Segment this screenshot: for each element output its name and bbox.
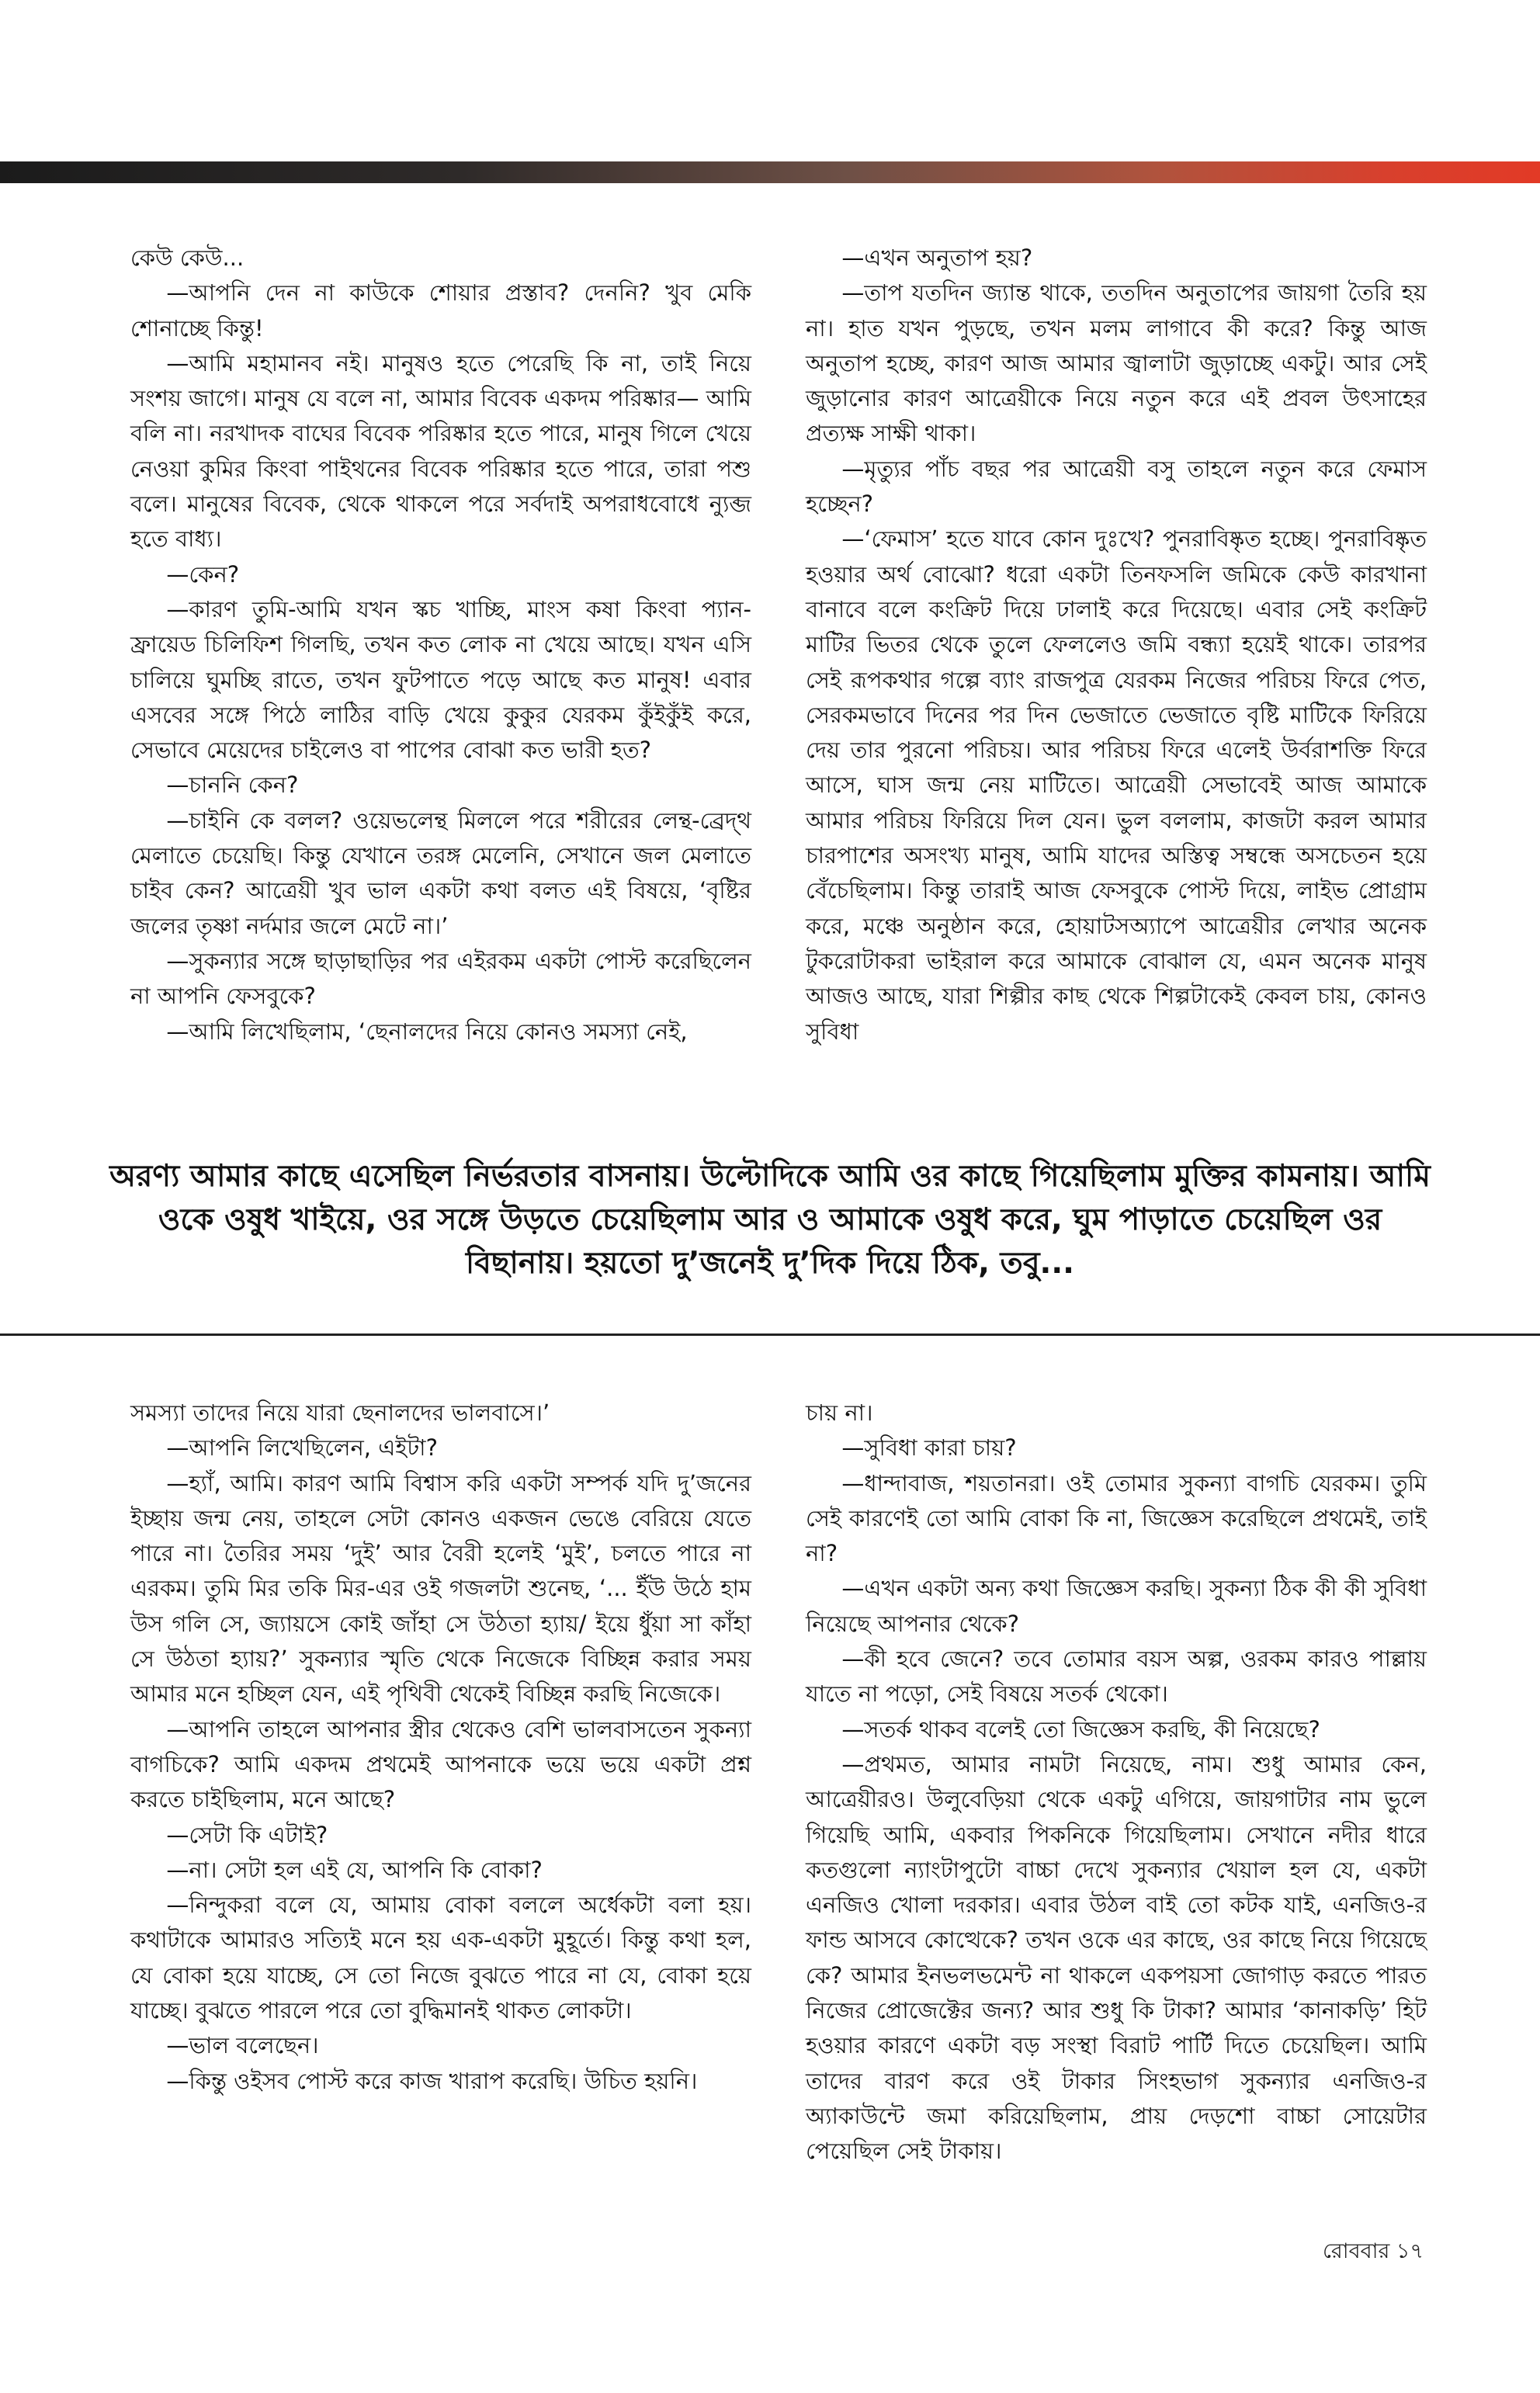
paragraph: —চাননি কেন?: [166, 772, 299, 799]
paragraph: চায় না।: [806, 1399, 873, 1426]
paragraph: —কারণ তুমি-আমি যখন স্কচ খাচ্ছি, মাংস কষা কিংবা প্যান-ফ্রায়েড চিলিফিশ গিলছি, তখন কত লোক না খেয়ে আছে। যখন এসি চালিয়ে ঘুমচ্ছি রাতে, তখন ফুটপাতে পড়ে আছে কত মানুষ! এবার এসবের সঙ্গে পিঠে লাঠির বাড়ি খেয়ে কুকুর যেরকম কুঁইকুঁই করে, সেভাবে মেয়েদের চাইলেও বা পাপের বোঝা কত ভারী হত?: [130, 595, 751, 764]
column-1-top-left: [130, 241, 751, 1049]
paragraph: —চাইনি কে বলল? ওয়েভলেন্থ মিললে পরে শরীরের লেন্থ-ব্রেদ্থ মেলাতে চেয়েছি। কিন্তু যেখানে তরঙ্গ মেলেনি, সেখানে জল মেলাতে চাইব কেন? আত্রেয়ী খুব ভাল একটা কথা বলত এই বিষয়ে, ‘বৃষ্টির জলের তৃষ্ণা নর্দমার জলে মেটে না।’: [130, 806, 751, 939]
paragraph: —সেটা কি এটাই?: [166, 1821, 328, 1848]
paragraph: —সুকন্যার সঙ্গে ছাড়াছাড়ির পর এইরকম একটা পোস্ট করেছিলেন না আপনি ফেসবুকে?: [130, 947, 751, 1010]
column-2-top-right: [806, 241, 1427, 1049]
header-color-bar: [0, 161, 1540, 183]
paragraph: সমস্যা তাদের নিয়ে যারা ছেনালদের ভালবাসে।’: [130, 1399, 550, 1426]
paragraph: —তাপ যতদিন জ্যান্ত থাকে, ততদিন অনুতাপের জায়গা তৈরি হয় না। হাত যখন পুড়ছে, তখন মলম লাগাবে কী করে? কিন্তু আজ অনুতাপ হচ্ছে, কারণ আজ আমার জ্বালাটা জুড়াচ্ছে একটু। আর সেই জুড়ানোর কারণ আত্রেয়ীকে নিয়ে নতুন করে এই প্রবল উৎসাহের প্রত্যক্ষ সাক্ষী থাকা।: [806, 279, 1427, 447]
column-4-bottom-right: [806, 1396, 1427, 2169]
paragraph: —আপনি তাহলে আপনার স্ত্রীর থেকেও বেশি ভালবাসতেন সুকন্যা বাগচিকে? আমি একদম প্রথমেই আপনাকে ভয়ে ভয়ে একটা প্রশ্ন করতে চাইছিলাম, মনে আছে?: [130, 1715, 751, 1813]
paragraph: —কিন্তু ওইসব পোস্ট করে কাজ খারাপ করেছি। উচিত হয়নি।: [166, 2067, 698, 2094]
paragraph: —এখন অনুতাপ হয়?: [841, 245, 1033, 271]
paragraph: —মৃত্যুর পাঁচ বছর পর আত্রেয়ী বসু তাহলে নতুন করে ফেমাস হচ্ছেন?: [806, 455, 1427, 518]
paragraph: —সতর্ক থাকব বলেই তো জিজ্ঞেস করছি, কী নিয়েছে?: [841, 1715, 1320, 1743]
paragraph: —প্রথমত, আমার নামটা নিয়েছে, নাম। শুধু আমার কেন, আত্রেয়ীরও। উলুবেড়িয়া থেকে একটু এগিয়ে, জায়গাটার নাম ভুলে গিয়েছি আমি, একবার পিকনিকে গিয়েছিলাম। সেখানে নদীর ধারে কতগুলো ন্যাংটাপুটো বাচ্চা দেখে সুকন্যার খেয়াল হল যে, একটা এনজিও খোলা দরকার। এবার উঠল বাই তো কটক যাই, এনজিও-র ফান্ড আসবে কোত্থেকে? তখন ওকে এর কাছে, ওর কাছে নিয়ে গিয়েছে কে? আমার ইনভলভমেন্ট না থাকলে একপয়সা জোগাড় করতে পারত নিজের প্রোজেক্টের জন্য? আর শুধু কি টাকা? আমার ‘কানাকড়ি’ হিট হওয়ার কারণে একটা বড় সংস্থা বিরাট পার্টি দিতে চেয়েছিল। আমি তাদের বারণ করে ওই টাকার সিংহভাগ সুকন্যার এনজিও-র অ্যাকাউন্টে জমা করিয়েছিলাম, প্রায় দেড়শো বাচ্চা সোয়েটার পেয়েছিল সেই টাকায়।: [806, 1750, 1427, 2165]
paragraph: —আপনি দেন না কাউকে শোয়ার প্রস্তাব? দেননি? খুব মেকি শোনাচ্ছে কিন্তু!: [130, 279, 751, 342]
paragraph: —আপনি লিখেছিলেন, এইটা?: [166, 1434, 438, 1462]
paragraph: —সুবিধা কারা চায়?: [841, 1434, 1017, 1462]
paragraph: —এখন একটা অন্য কথা জিজ্ঞেস করছি। সুকন্যা ঠিক কী কী সুবিধা নিয়েছে আপনার থেকে?: [806, 1575, 1427, 1637]
paragraph: —কী হবে জেনে? তবে তোমার বয়স অল্প, ওরকম কারও পাল্লায় যাতে না পড়ো, সেই বিষয়ে সতর্ক থেকো।: [806, 1646, 1427, 1708]
paragraph: —আমি মহামানব নই। মানুষও হতে পেরেছি কি না, তাই নিয়ে সংশয় জাগে। মানুষ যে বলে না, আমার বিবেক একদম পরিষ্কার— আমি বলি না। নরখাদক বাঘের বিবেক পরিষ্কার হতে পারে, মানুষ গিলে খেয়ে নেওয়া কুমির কিংবা পাইথনের বিবেক পরিষ্কার হতে পারে, তারা পশু বলে। মানুষের বিবেক, থেকে থাকলে পরে সর্বদাই অপরাধবোধে ন্যুব্জ হতে বাধ্য।: [130, 349, 751, 553]
paragraph: —ভাল বলেছেন।: [166, 2032, 319, 2059]
paragraph: —‘ফেমাস’ হতে যাবে কোন দুঃখে? পুনরাবিষ্কৃত হচ্ছে। পুনরাবিষ্কৃত হওয়ার অর্থ বোঝো? ধরো একটা তিনফসলি জমিকে কেউ কারখানা বানাবে বলে কংক্রিট দিয়ে ঢালাই করে দিয়েছে। এবার সেই কংক্রিট মাটির ভিতর থেকে তুলে ফেললেও জমি বন্ধ্যা হয়েই থাকে। তারপর সেই রূপকথার গল্পে ব্যাং রাজপুত্র যেরকম নিজের পরিচয় ফিরে পেত, সেরকমভাবে দিনের পর দিন ভেজাতে ভেজাতে বৃষ্টি মাটিকে ফিরিয়ে দেয় তার পুরনো পরিচয়। আর পরিচয় ফিরে এলেই উর্বরাশক্তি ফিরে আসে, ঘাস জন্ম নেয় মাটিতে। আত্রেয়ী সেভাবেই আজ আমাকে আমার পরিচয় ফিরিয়ে দিল যেন। ভুল বললাম, কাজটা করল আমার চারপাশের অসংখ্য মানুষ, আমি যাদের অস্তিত্ব সম্বন্ধে অসচেতন হয়ে বেঁচেছিলাম। কিন্তু তারাই আজ ফেসবুকে পোস্ট দিয়ে, লাইভ প্রোগ্রাম করে, মঞ্চে অনুষ্ঠান করে, হোয়াটসঅ্যাপে আত্রেয়ীর লেখার অনেক টুকরোটাকরা ভাইরাল করে আমাকে বোঝাল যে, এমন অনেক মানুষ আজও আছে, যারা শিল্পীর কাছ থেকে শিল্পটাকেই কেবল চায়, কোনও সুবিধা: [806, 525, 1427, 1045]
paragraph: কেউ কেউ...: [130, 245, 245, 271]
paragraph: —আমি লিখেছিলাম, ‘ছেনালদের নিয়ে কোনও সমস্যা নেই,: [166, 1018, 688, 1045]
paragraph: —ধান্দাবাজ, শয়তানরা। ওই তোমার সুকন্যা বাগচি যেরকম। তুমি সেই কারণেই তো আমি বোকা কি না, জিজ্ঞেস করেছিলে প্রথমেই, তাই না?: [806, 1469, 1427, 1567]
paragraph: —নিন্দুকরা বলে যে, আমায় বোকা বললে অর্ধেকটা বলা হয়। কথাটাকে আমারও সত্যিই মনে হয় এক-একটা মুহূর্তে। কিন্তু কথা হল, যে বোকা হয়ে যাচ্ছে, সে তো নিজে বুঝতে পারে না যে, বোকা হয়ে যাচ্ছে। বুঝতে পারলে পরে তো বুদ্ধিমানই থাকত লোকটা।: [130, 1892, 751, 2024]
divider-rule: [0, 1333, 1540, 1336]
page-folio: রোববার ১৭: [1322, 2239, 1424, 2263]
pull-quote: অরণ্য আমার কাছে এসেছিল নির্ভরতার বাসনায়। উল্টোদিকে আমি ওর কাছে গিয়েছিলাম মুক্তির কামনায়। আমি ওকে ওষুধ খাইয়ে, ওর সঙ্গে উড়তে চেয়েছিলাম আর ও আমাকে ওষুধ করে, ঘুম পাড়াতে চেয়েছিল ওর বিছানায়। হয়তো দু’জনেই দু’দিক দিয়ে ঠিক, তবু...: [109, 1159, 1431, 1281]
column-3-bottom-left: [130, 1396, 751, 2099]
paragraph: —না। সেটা হল এই যে, আপনি কি বোকা?: [166, 1856, 543, 1883]
paragraph: —হ্যাঁ, আমি। কারণ আমি বিশ্বাস করি একটা সম্পর্ক যদি দু’জনের ইচ্ছায় জন্ম নেয়, তাহলে সেটা কোনও একজন ভেঙে বেরিয়ে যেতে পারে না। তৈরির সময় ‘দুই’ আর বৈরী হলেই ‘মুই’, চলতে পারে না এরকম। তুমি মির তকি মির-এর ওই গজলটা শুনেছ, ‘... ইঁউ উঠে হাম উস গলি সে, জ্যায়সে কোই জাঁহা সে উঠতা হ্যায়/ ইয়ে ধুঁয়া সা কাঁহা সে উঠতা হ্যায়?’ সুকন্যার স্মৃতি থেকে নিজেকে বিচ্ছিন্ন করার সময় আমার মনে হচ্ছিল যেন, এই পৃথিবী থেকেই বিচ্ছিন্ন করছি নিজেকে।: [130, 1469, 751, 1708]
paragraph: —কেন?: [166, 560, 240, 588]
